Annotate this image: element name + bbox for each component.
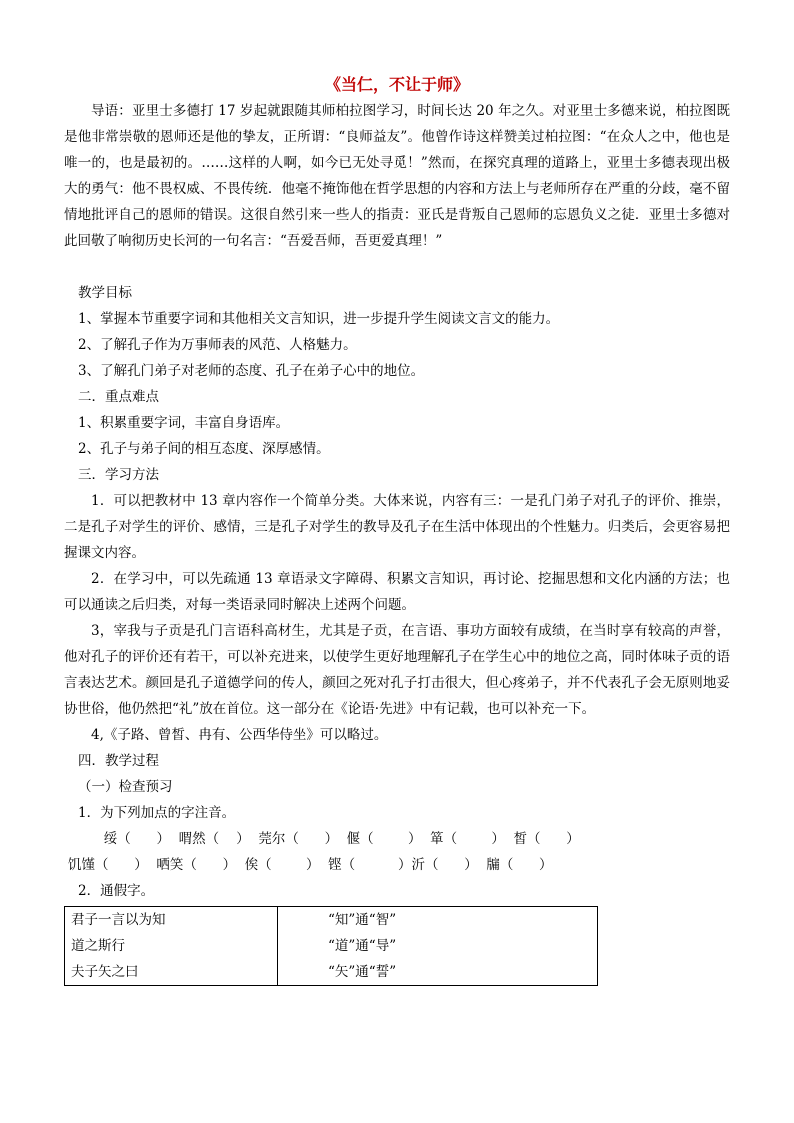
method-heading: 三．学习方法 bbox=[78, 467, 159, 483]
spacer bbox=[64, 254, 730, 280]
sub-heading: （一）检查预习 bbox=[78, 779, 173, 795]
method-item: 3，宰我与子贡是孔门言语科高材生，尤其是子贡，在言语、事功方面较有成绩，在当时享有较高的声誉，他对孔子的评价还有若干，可以补充进来，以使学生更好地理解孔子在学生心中的地位之高，同时体味子贡的语言表达艺术。颜回是孔子道德学问的传人，颜回之死对孔子打击很大，但心疼弟子，并不代表孔子会无原则地妥协世俗，他仍然把“礼”放在首位。这一部分在《论语·先进》中有记载，也可以补充一下。 bbox=[64, 623, 730, 717]
table-cell-text: “知”通“智” bbox=[328, 912, 397, 928]
table-left-cell bbox=[65, 907, 278, 986]
page-title: 《当仁，不让于师》 bbox=[324, 75, 469, 94]
question-1: 1．为下列加点的字注音。 bbox=[78, 805, 236, 821]
table-cell-text: 道之斯行 bbox=[71, 938, 125, 954]
pinyin-row: 饥馑（ ） 哂笑（ ） 俟（ ） 铿（ ）沂（ ） 牖（ ） bbox=[68, 857, 553, 873]
process-heading: 四．教学过程 bbox=[78, 753, 159, 769]
goal-item: 2、了解孔子作为万事师表的风范、人格魅力。 bbox=[78, 337, 357, 353]
table-cell-text: “道”通“导” bbox=[328, 938, 397, 954]
table-right-cell bbox=[278, 907, 598, 986]
intro-paragraph: 导语：亚里士多德打 17 岁起就跟随其师柏拉图学习，时间长达 20 年之久。对亚里士多德来说，柏拉图既是他非常崇敬的恩师还是他的挚友，正所谓：“良师益友”。他曾作诗这样赞美过柏拉图：“在众人之中，他也是唯一的，也是最初的。……这样的人啊，如今已无处寻觅！”然而，在探究真理的道路上，亚里士多德表现出极大的勇气：他不畏权威、不畏传统．他毫不掩饰他在哲学思想的内容和方法上与老师所存在严重的分歧，毫不留情地批评自己的恩师的错误。这很自然引来一些人的指责：亚氏是背叛自己恩师的忘恩负义之徒．亚里士多德对此回敬了响彻历史长河的一句名言：“吾爱吾师，吾更爱真理！” bbox=[64, 103, 730, 249]
table-cell-text: “矢”通“誓” bbox=[328, 964, 397, 980]
table-cell-text: 夫子矢之曰 bbox=[71, 964, 139, 980]
method-item: 1．可以把教材中 13 章内容作一个简单分类。大体来说，内容有三：一是孔门弟子对孔子的评价、推崇，二是孔子对学生的评价、感情，三是孔子对学生的教导及孔子在生活中体现出的个性魅力。归类后，会更容易把握课文内容。 bbox=[64, 493, 730, 561]
tongjia-table bbox=[64, 906, 598, 986]
difficulty-heading: 二．重点难点 bbox=[78, 389, 159, 405]
table-cell-text: 君子一言以为知 bbox=[71, 912, 166, 928]
difficulty-item: 1、积累重要字词，丰富自身语库。 bbox=[78, 415, 290, 431]
difficulty-item: 2、孔子与弟子间的相互态度、深厚感情。 bbox=[78, 441, 330, 457]
goal-item: 1、掌握本节重要字词和其他相关文言知识，进一步提升学生阅读文言文的能力。 bbox=[78, 311, 560, 327]
method-item: 2．在学习中，可以先疏通 13 章语录文字障碍、积累文言知识，再讨论、挖掘思想和文化内涵的方法；也可以通读之后归类，对每一类语录同时解决上述两个问题。 bbox=[64, 571, 730, 613]
question-2: 2．通假字。 bbox=[78, 883, 155, 899]
method-item: 4,《子路、曾皙、冉有、公西华侍坐》可以略过。 bbox=[91, 727, 388, 743]
goal-item: 3、了解孔门弟子对老师的态度、孔子在弟子心中的地位。 bbox=[78, 363, 425, 379]
document-page bbox=[64, 74, 730, 986]
pinyin-row: 绥（ ） 喟然（ ） 莞尔（ ） 偃（ ） 箪（ ） 皙（ ） bbox=[78, 831, 580, 847]
goals-heading: 教学目标 bbox=[78, 285, 132, 301]
